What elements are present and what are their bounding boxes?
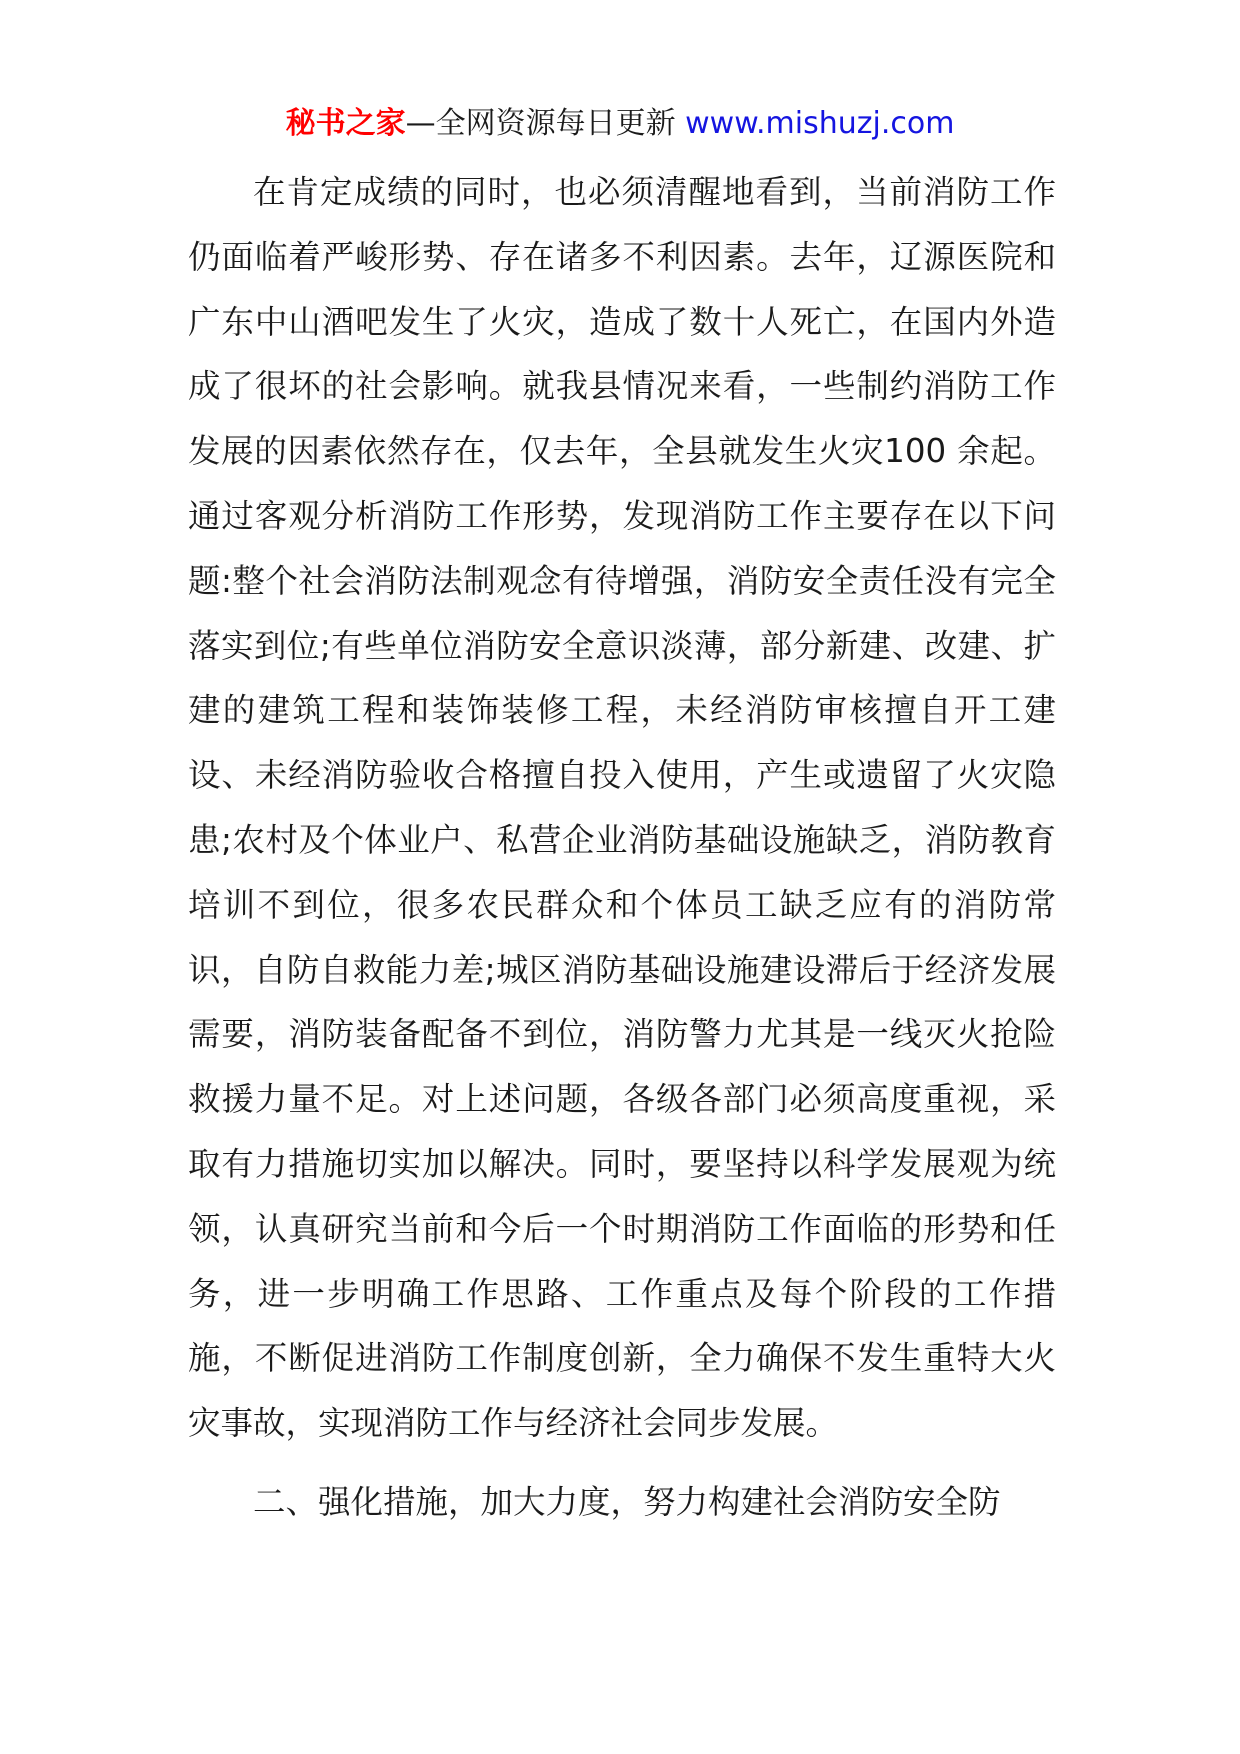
- paragraph: 在肯定成绩的同时，也必须清醒地看到，当前消防工作仍面临着严峻形势、存在诸多不利因素。去年，辽源医院和广东中山酒吧发生了火灾，造成了数十人死亡，在国内外造成了很坏的社会影响。就我县情况来看，一些制约消防工作发展的因素依然存在，仅去年，全县就发生火灾100 余起。通过客观分析消防工作形势，发现消防工作主要存在以下问题:整个社会消防法制观念有待增强，消防安全责任没有完全落实到位;有些单位消防安全意识淡薄，部分新建、改建、扩建的建筑工程和装饰装修工程，未经消防审核擅自开工建设、未经消防验收合格擅自投入使用，产生或遗留了火灾隐患;农村及个体业户、私营企业消防基础设施缺乏，消防教育培训不到位，很多农民群众和个体员工缺乏应有的消防常识，自防自救能力差;城区消防基础设施建设滞后于经济发展需要，消防装备配备不到位，消防警力尤其是一线灭火抢险救援力量不足。对上述问题，各级各部门必须高度重视，采取有力措施切实加以解决。同时，要坚持以科学发展观为统领，认真研究当前和今后一个时期消防工作面临的形势和任务，进一步明确工作思路、工作重点及每个阶段的工作措施，不断促进消防工作制度创新，全力确保不发生重特大火灾事故，实现消防工作与经济社会同步发展。: [188, 173, 1056, 1443]
- page-header: [0, 98, 1240, 150]
- document-body: [188, 160, 1056, 1535]
- section-heading: 二、强化措施，加大力度，努力构建社会消防安全防: [253, 1482, 1001, 1521]
- header-slogan: —全网资源每日更新: [405, 106, 686, 141]
- website-link[interactable]: www.mishuzj.com: [685, 106, 955, 141]
- brand-name: 秘书之家: [285, 106, 406, 141]
